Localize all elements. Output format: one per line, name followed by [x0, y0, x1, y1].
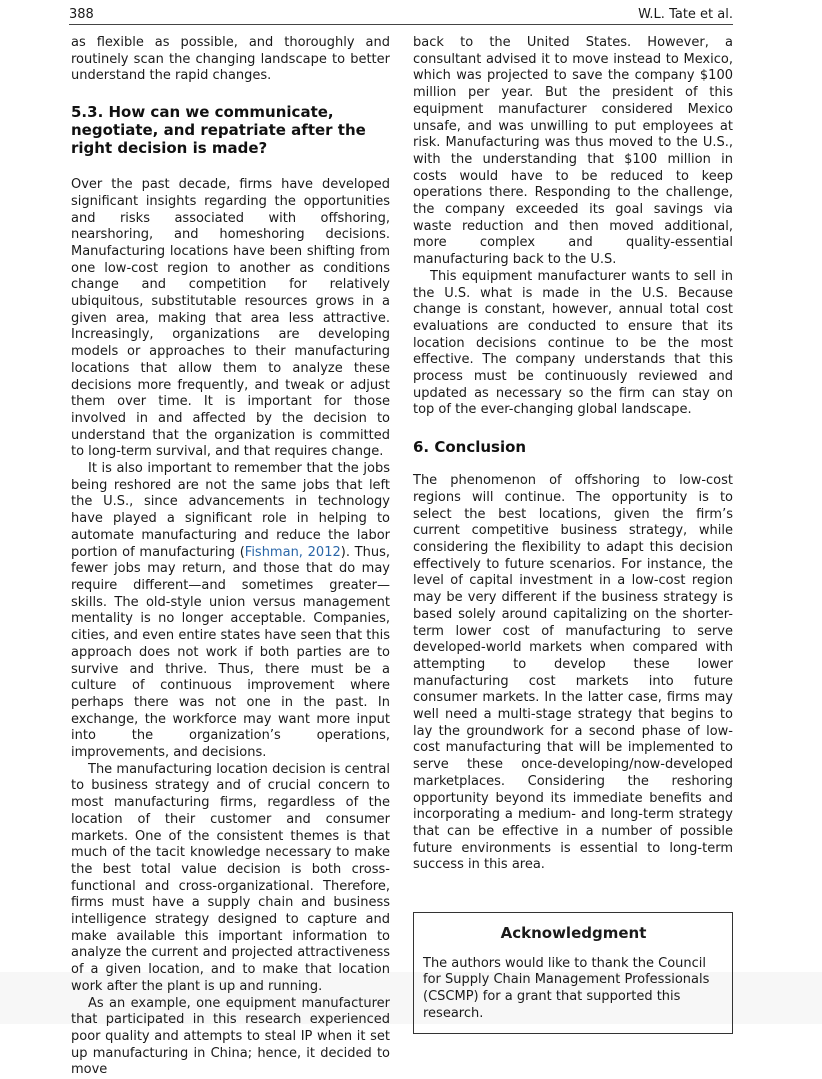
paragraph-text: It is also important to remember that the jobs being reshored are not the same jobs that left the U.S., since advancements in technology have played a significant role in helping to automate manufacturing and reduce the labor portion of manufacturing ( — [71, 461, 390, 560]
acknowledgment-text: The authors would like to thank the Council for Supply Chain Management Professionals (CSCMP) for a grant that supported this research. — [423, 955, 710, 1021]
acknowledgment-title: Acknowledgment — [500, 924, 647, 943]
right-column — [413, 35, 733, 1034]
section-6-heading: 6. Conclusion — [413, 438, 527, 457]
acknowledgment-box — [413, 912, 733, 1034]
body-paragraph: This equipment manufacturer wants to sell in the U.S. what is made in the U.S. Because change is constant, however, annual total cost evaluations are conducted to ensure that its location decisions continue to be the most effective. The company understands that this process must be continuously reviewed and updated as necessary so the firm can stay on top of the ever-changing global landscape. — [413, 268, 733, 418]
body-paragraph: As an example, one equipment manufacturer that participated in this research experienced poor quality and attempts to steal IP when it set up manufacturing in China; hence, it decided to move — [71, 995, 390, 1078]
citation-link[interactable]: Fishman, 2012 — [244, 544, 341, 560]
body-paragraph — [71, 461, 390, 762]
section-5-3-heading: 5.3. How can we communicate, negotiate, and repatriate after the right decision is made? — [71, 103, 366, 158]
intro-paragraph: as flexible as possible, and thoroughly and routinely scan the changing landscape to better understand the rapid changes. — [71, 35, 390, 84]
body-paragraph: Over the past decade, firms have developed significant insights regarding the opportunities and risks associated with offshoring, nearshoring, and homeshoring decisions. Manufacturing locations have been shifting from one low-cost region to another as conditions change and competition for relatively ubiquitous, substitutable resources grows in a given area, making that area less attractive. Increasingly, organizations are developing models or approaches to their manufacturing locations that allow them to analyze these decisions more frequently, and tweak or adjust them over time. It is important for those involved in and affected by the decision to understand that the organization is committed to long-term survival, and that requires change. — [71, 177, 390, 460]
running-header — [69, 4, 733, 25]
left-column — [71, 35, 390, 1079]
body-paragraph: The manufacturing location decision is central to business strategy and of crucial concern to most manufacturing firms, regardless of the location of their customer and consumer markets. One of the consistent themes is that much of the tacit knowledge necessary to make the best total value decision is both cross-functional and cross-organizational. Therefore, firms must have a supply chain and business intelligence strategy designed to capture and make available this important information to analyze the current and projected attractiveness of a given location, and to make that location work after the plant is up and running. — [71, 761, 390, 994]
running-head-authors: W.L. Tate et al. — [638, 7, 733, 22]
page-number: 388 — [69, 7, 94, 22]
conclusion-paragraph: The phenomenon of offshoring to low-cost regions will continue. The opportunity is to select the best locations, given the firm’s current competitive business strategy, while considering the flexibility to adapt this decision effectively to future scenarios. For instance, the level of capital investment in a low-cost region may be very different if the business strategy is based solely around capitalizing on the shorter-term lower cost of manufacturing to serve developed-world markets when compared with attempting to develop these lower manufacturing cost markets into future consumer markets. In the latter case, firms may well need a multi-stage strategy that begins to lay the groundwork for a second phase of low-cost manufacturing that will be implemented to serve these once-developing/now-developed marketplaces. Considering the reshoring opportunity beyond its immediate benefits and incorporating a medium- and long-term strategy that can be effective in a number of possible future environments is essential to long-term success in this area. — [413, 473, 733, 873]
body-paragraph: back to the United States. However, a consultant advised it to move instead to Mexico, which was projected to save the company $100 million per year. But the president of this equipment manufacturer considered Mexico unsafe, and was unwilling to put employees at risk. Manufacturing was thus moved to the U.S., with the understanding that $100 million in costs would have to be reduced to keep operations there. Responding to the challenge, the company exceeded its goal savings via waste reduction and then moved additional, more complex and quality-essential manufacturing back to the U.S. — [413, 35, 733, 268]
paragraph-text: ). Thus, fewer jobs may return, and those that do may require different—and sometimes greater—skills. The old-style union versus management mentality is no longer acceptable. Companies, cities, and even entire states have seen that this approach does not work if both parties are to survive and thrive. Thus, there must be a culture of continuous improvement where perhaps there was not one in the past. In exchange, the workforce may want more input into the organization’s operations, improvements, and decisions. — [71, 544, 390, 761]
